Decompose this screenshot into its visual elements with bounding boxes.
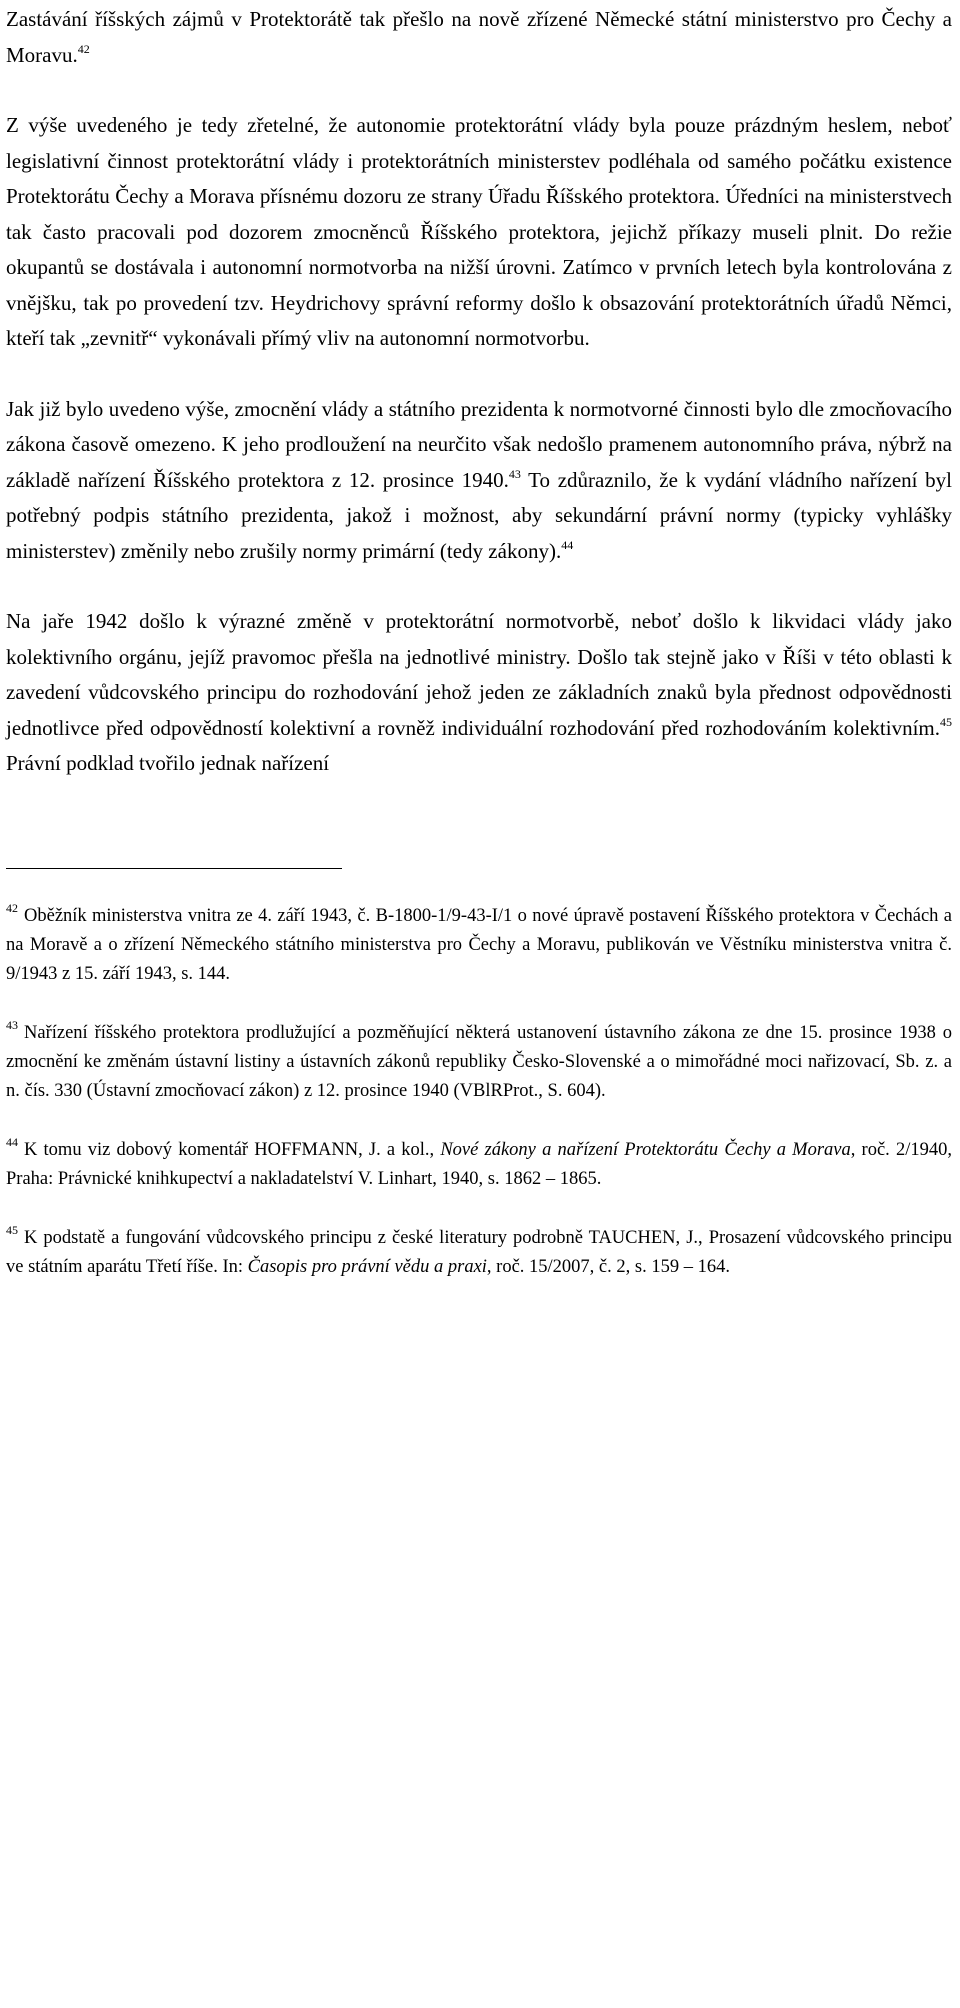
paragraph-1 — [6, 2, 952, 73]
footnote-number-44: 44 — [6, 1134, 18, 1149]
paragraph-3 — [6, 392, 952, 570]
footnote-ref-43[interactable]: 43 — [508, 466, 521, 481]
footnote-43 — [6, 1019, 952, 1106]
footnote-42 — [6, 902, 952, 989]
footnote-separator — [6, 868, 342, 869]
footnote-number-43: 43 — [6, 1017, 18, 1032]
paragraph-3-text-a: Jak již bylo uvedeno výše, zmocnění vlády a státního prezidenta k normotvorné činnosti bylo dle zmocňovacího zákona časově omezeno. K jeho prodloužení na neurčito však nedošlo pramenem autonomního práva, nýbrž na základě nařízení Říšského protektora z 12. prosince 1940. — [6, 396, 952, 492]
footnote-45-journal-title: Časopis pro právní vědu a praxi — [247, 1256, 487, 1277]
footnote-42-text: Oběžník ministerstva vnitra ze 4. září 1943, č. B-1800-1/9-43-I/1 o nové úpravě postavení Říšského protektora v Čechách a na Moravě a o zřízení Německého státního ministerstva pro Čechy a Moravu, publikován ve Věstníku ministerstva vnitra č. 9/1943 z 15. září 1943, s. 144. — [6, 905, 952, 984]
footnote-ref-42[interactable]: 42 — [77, 41, 90, 56]
footnote-45-text-b: , roč. 15/2007, č. 2, s. 159 – 164. — [486, 1256, 730, 1277]
paragraph-3-text-b: To zdůraznilo, že k vydání vládního nařízení byl potřebný podpis státního prezidenta, jakož i možnost, aby sekundární právní normy (typicky vyhlášky ministerstev) změnily nebo zrušily normy primární (tedy zákony). — [6, 467, 952, 563]
paragraph-2 — [6, 108, 952, 357]
footnote-45-text-a: K podstatě a fungování vůdcovského principu z české literatury podrobně TAUCHEN, J., Prosazení vůdcovského principu ve státním aparátu Třetí říše. In: — [6, 1227, 952, 1277]
footnote-44 — [6, 1136, 952, 1194]
paragraph-4-text-b: Právní podklad tvořilo jednak nařízení — [6, 751, 330, 775]
footnotes — [6, 902, 952, 1282]
paragraph-4 — [6, 604, 952, 782]
footnote-ref-45[interactable]: 45 — [940, 714, 952, 729]
footnote-44-text-b: , roč. 2/1940, Praha: Právnické knihkupectví a nakladatelství V. Linhart, 1940, s. 1862 – 1865. — [6, 1139, 952, 1189]
paragraph-1-text: Zastávání říšských zájmů v Protektorátě tak přešlo na nově zřízené Německé státní ministerstvo pro Čechy a Moravu. — [6, 7, 952, 67]
footnote-44-book-title: Nové zákony a nařízení Protektorátu Čechy a Morava — [440, 1139, 851, 1160]
footnote-44-text-a: K tomu viz dobový komentář HOFFMANN, J. a kol., — [24, 1139, 441, 1160]
paragraph-2-text: Z výše uvedeného je tedy zřetelné, že autonomie protektorátní vlády byla pouze prázdným heslem, neboť legislativní činnost protektorátní vlády i protektorátních ministerstev podléhala od samého počátku existence Protektorátu Čechy a Morava přísnému dozoru ze strany Úřadu Říšského protektora. Úředníci na ministerstvech tak často pracovali pod dozorem zmocněnců Říšského protektora, jejichž příkazy museli plnit. Do režie okupantů se dostávala i autonomní normotvorba na nižší úrovni. Zatímco v prvních letech byla kontrolována z vnějšku, tak po provedení tzv. Heydrichovy správní reformy došlo k obsazování protektorátních úřadů Němci, kteří tak „zevnitř“ vykonávali přímý vliv na autonomní normotvorbu. — [6, 113, 952, 350]
paragraph-4-text-a: Na jaře 1942 došlo k výrazné změně v protektorátní normotvorbě, neboť došlo k likvidaci vlády jako kolektivního orgánu, jejíž pravomoc přešla na jednotlivé ministry. Došlo tak stejně jako v Říši v této oblasti k zavedení vůdcovského principu do rozhodování jehož jeden ze základních znaků byla přednost odpovědnosti jednotlivce před odpovědností kolektivní a rovněž individuální rozhodování před rozhodováním kolektivním. — [6, 609, 952, 740]
footnote-45 — [6, 1224, 952, 1282]
footnote-number-45: 45 — [6, 1222, 18, 1237]
footnote-43-text: Nařízení říšského protektora prodlužující a pozměňující některá ustanovení ústavního zákona ze dne 15. prosince 1938 o zmocnění ke změnám ústavní listiny a ústavních zákonů republiky Česko-Slovenské a o mimořádné moci nařizovací, Sb. z. a n. čís. 330 (Ústavní zmocňovací zákon) z 12. prosince 1940 (VBlRProt., S. 604). — [6, 1022, 952, 1101]
footnote-number-42: 42 — [6, 900, 18, 915]
footnote-ref-44[interactable]: 44 — [561, 537, 574, 552]
